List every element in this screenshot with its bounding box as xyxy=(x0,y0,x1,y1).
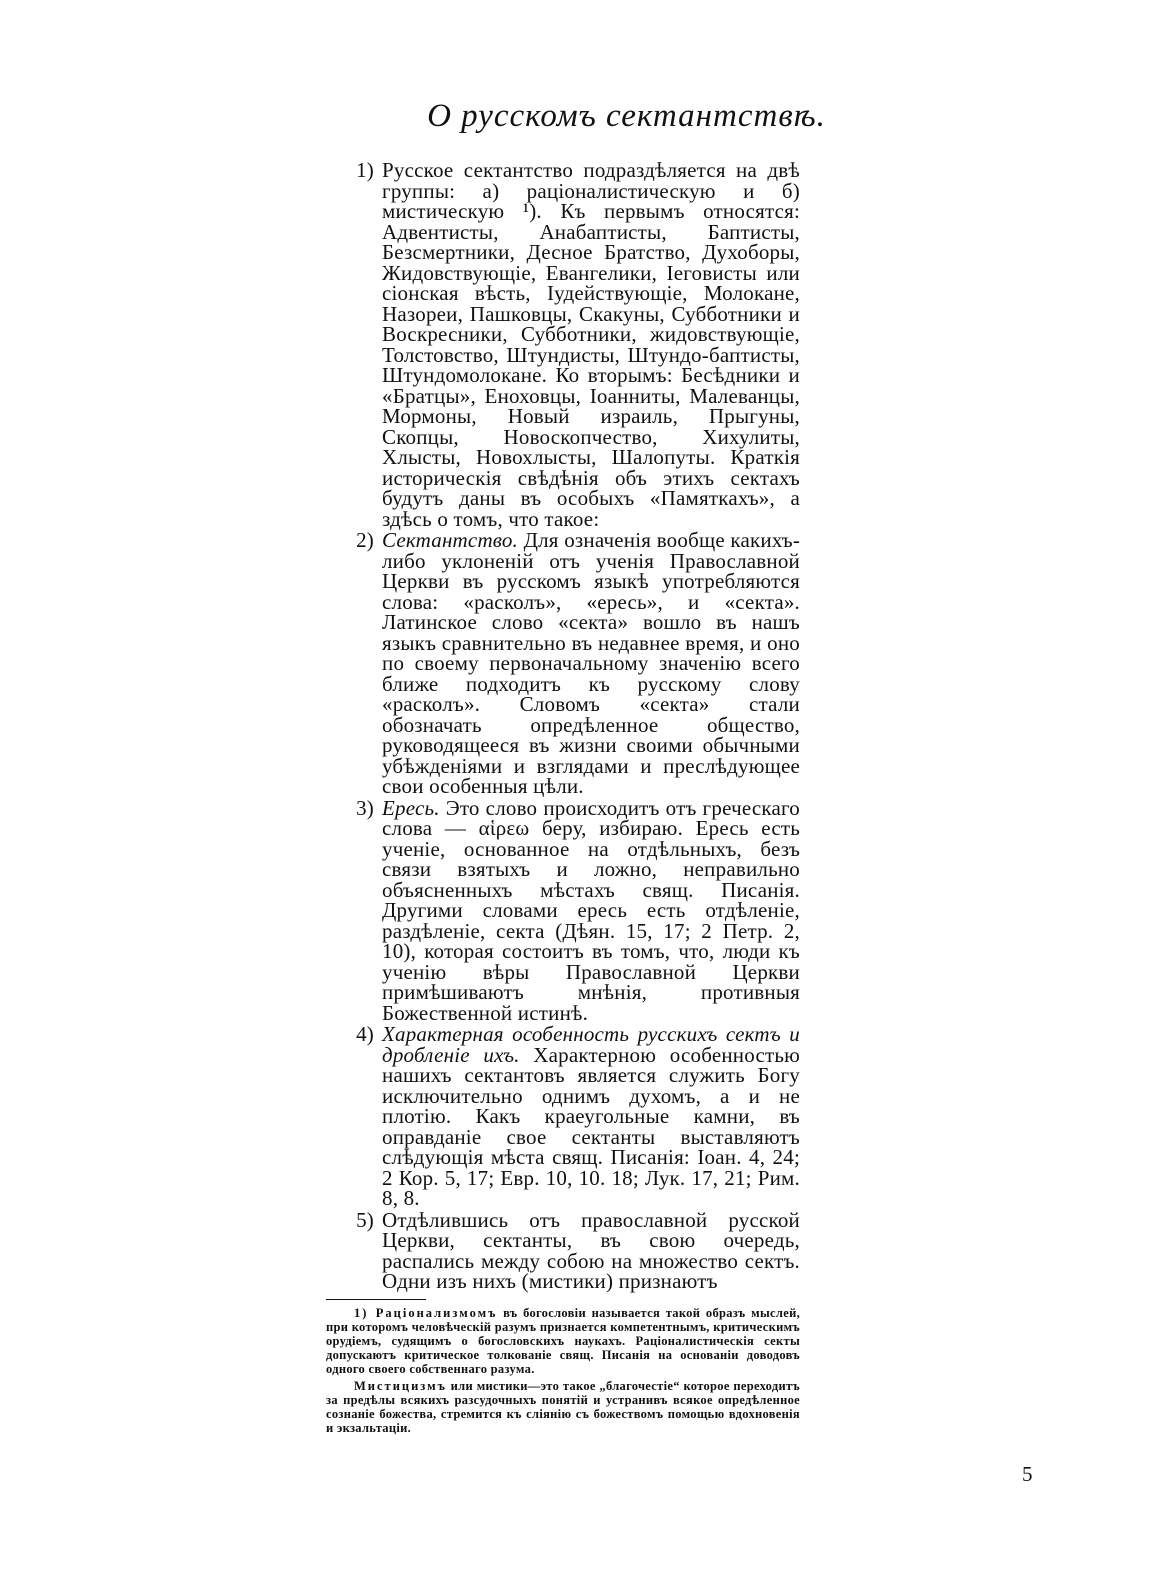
section-heading: Характерная особенность русскихъ сектъ и дробленіе ихъ. xyxy=(382,1022,800,1067)
section-number: 2) xyxy=(356,528,374,552)
section-heading: Ересь. xyxy=(382,795,440,820)
footnote-term: 1) Раціонализмомъ xyxy=(354,1306,498,1320)
section-number: 5) xyxy=(356,1207,374,1232)
section-4 xyxy=(330,1024,800,1209)
page-number: 5 xyxy=(1022,1462,1033,1486)
footnote-term: Мистицизмъ xyxy=(354,1379,447,1393)
section-3 xyxy=(330,795,800,1025)
section-text: Характерною особенностью нашихъ сектантовъ является служить Богу исключительно однимъ духомъ, а и не плотію. Какъ краеугольные камни, въ оправданіе свое сектанты выставляютъ слѣдующія мѣста свящ. Писанія: Іоан. 4, 24; 2 Кор. 5, 17; Евр. 10, 10. 18; Лук. 17, 21; Рим. 8, 8. xyxy=(382,1042,801,1210)
section-text: Это слово происходитъ отъ греческаго слова — αἱρεω беру, избираю. Ересь есть ученіе, основанное на отдѣльныхъ, безъ связи взятыхъ и ложно, неправильно объясненныхъ мѣстахъ свящ. Писанія. Другими словами ересь есть отдѣленіе, раздѣленіе, секта (Дѣян. 15, 17; 2 Петр. 2, 10), которая состоитъ въ томъ, что, люди къ ученію вѣры Православной Церкви примѣшиваютъ мнѣнія, противныя Божественной истинѣ. xyxy=(382,795,800,1025)
section-2 xyxy=(330,530,800,797)
footnote-text: или мистики—это такое „благочестіе“ которое переходитъ за предѣлы всякихъ разсудочныхъ понятій и устранивъ всякое опредѣленное сознаніе божества, стремится къ сліянію съ божествомъ помощью вдохновенія и экзальтаціи. xyxy=(326,1379,800,1435)
footnote-divider xyxy=(326,1299,426,1300)
section-text: Для означенія вообще какихъ-либо уклоненій отъ ученія Православной Церкви въ русскомъ языкѣ употребляются слова: «расколъ», «ересь», и «секта». Латинское слово «секта» вошло въ нашъ языкъ сравнительно въ недавнее время, и оно по своему первоначальному значенію всего ближе подходитъ къ русскому слову «расколъ». Словомъ «секта» стали обозначать опредѣленное общество, руководящееся въ жизни своими обычными убѣжденіями и взглядами и преслѣдующее свои особенныя цѣли. xyxy=(382,528,801,798)
section-1 xyxy=(330,160,800,529)
page-title: О русскомъ сектантствѣ. xyxy=(427,98,826,134)
section-number: 3) xyxy=(356,795,374,820)
footnote-2 xyxy=(326,1379,800,1435)
section-5 xyxy=(330,1207,800,1293)
section-heading: Сектантство. xyxy=(382,528,518,552)
section-number: 1) xyxy=(356,158,374,182)
footnote-1 xyxy=(326,1306,800,1376)
section-number: 4) xyxy=(356,1022,374,1046)
footnotes xyxy=(326,1306,800,1438)
section-text: Русское сектантство подраздѣляется на двѣ группы: а) раціоналистическую и б) мистическую ¹). Къ первымъ относятся: Адвентисты, Анабаптисты, Баптисты, Безсмертники, Десное Братство, Духоборы, Жидовствующіе, Евангелики, Іеговисты или сіонская вѣсть, Іудействующіе, Молокане, Назореи, Пашковцы, Скакуны, Субботники и Воскресники, Субботники, жидовствующіе, Толстовство, Штундисты, Штундо-баптисты, Штундомолокане. Ко вторымъ: Бесѣдники и «Братцы», Еноховцы, Іоанниты, Малеванцы, Мормоны, Новый израиль, Прыгуны, Скопцы, Новоскопчество, Хихулиты, Хлысты, Новохлысты, Шалопуты. Краткія историческія свѣдѣнія объ этихъ сектахъ будутъ даны въ особыхъ «Памяткахъ», а здѣсь о томъ, что такое: xyxy=(382,158,800,531)
footnote-text: въ богословіи называется такой образъ мыслей, при которомъ человѣческій разумъ признается компетентнымъ, критическимъ орудіемъ, судящимъ о богословскихъ наукахъ. Раціоналистическія секты допускаютъ критическое толкованіе свящ. Писанія на основаніи доводовъ одного своего собственнаго разума. xyxy=(326,1306,800,1376)
main-text-column xyxy=(330,160,800,1293)
section-text: Отдѣлившись отъ православной русской Церкви, сектанты, въ свою очередь, распались между собою на множество сектъ. Одни изъ нихъ (мистики) признаютъ xyxy=(382,1207,800,1293)
